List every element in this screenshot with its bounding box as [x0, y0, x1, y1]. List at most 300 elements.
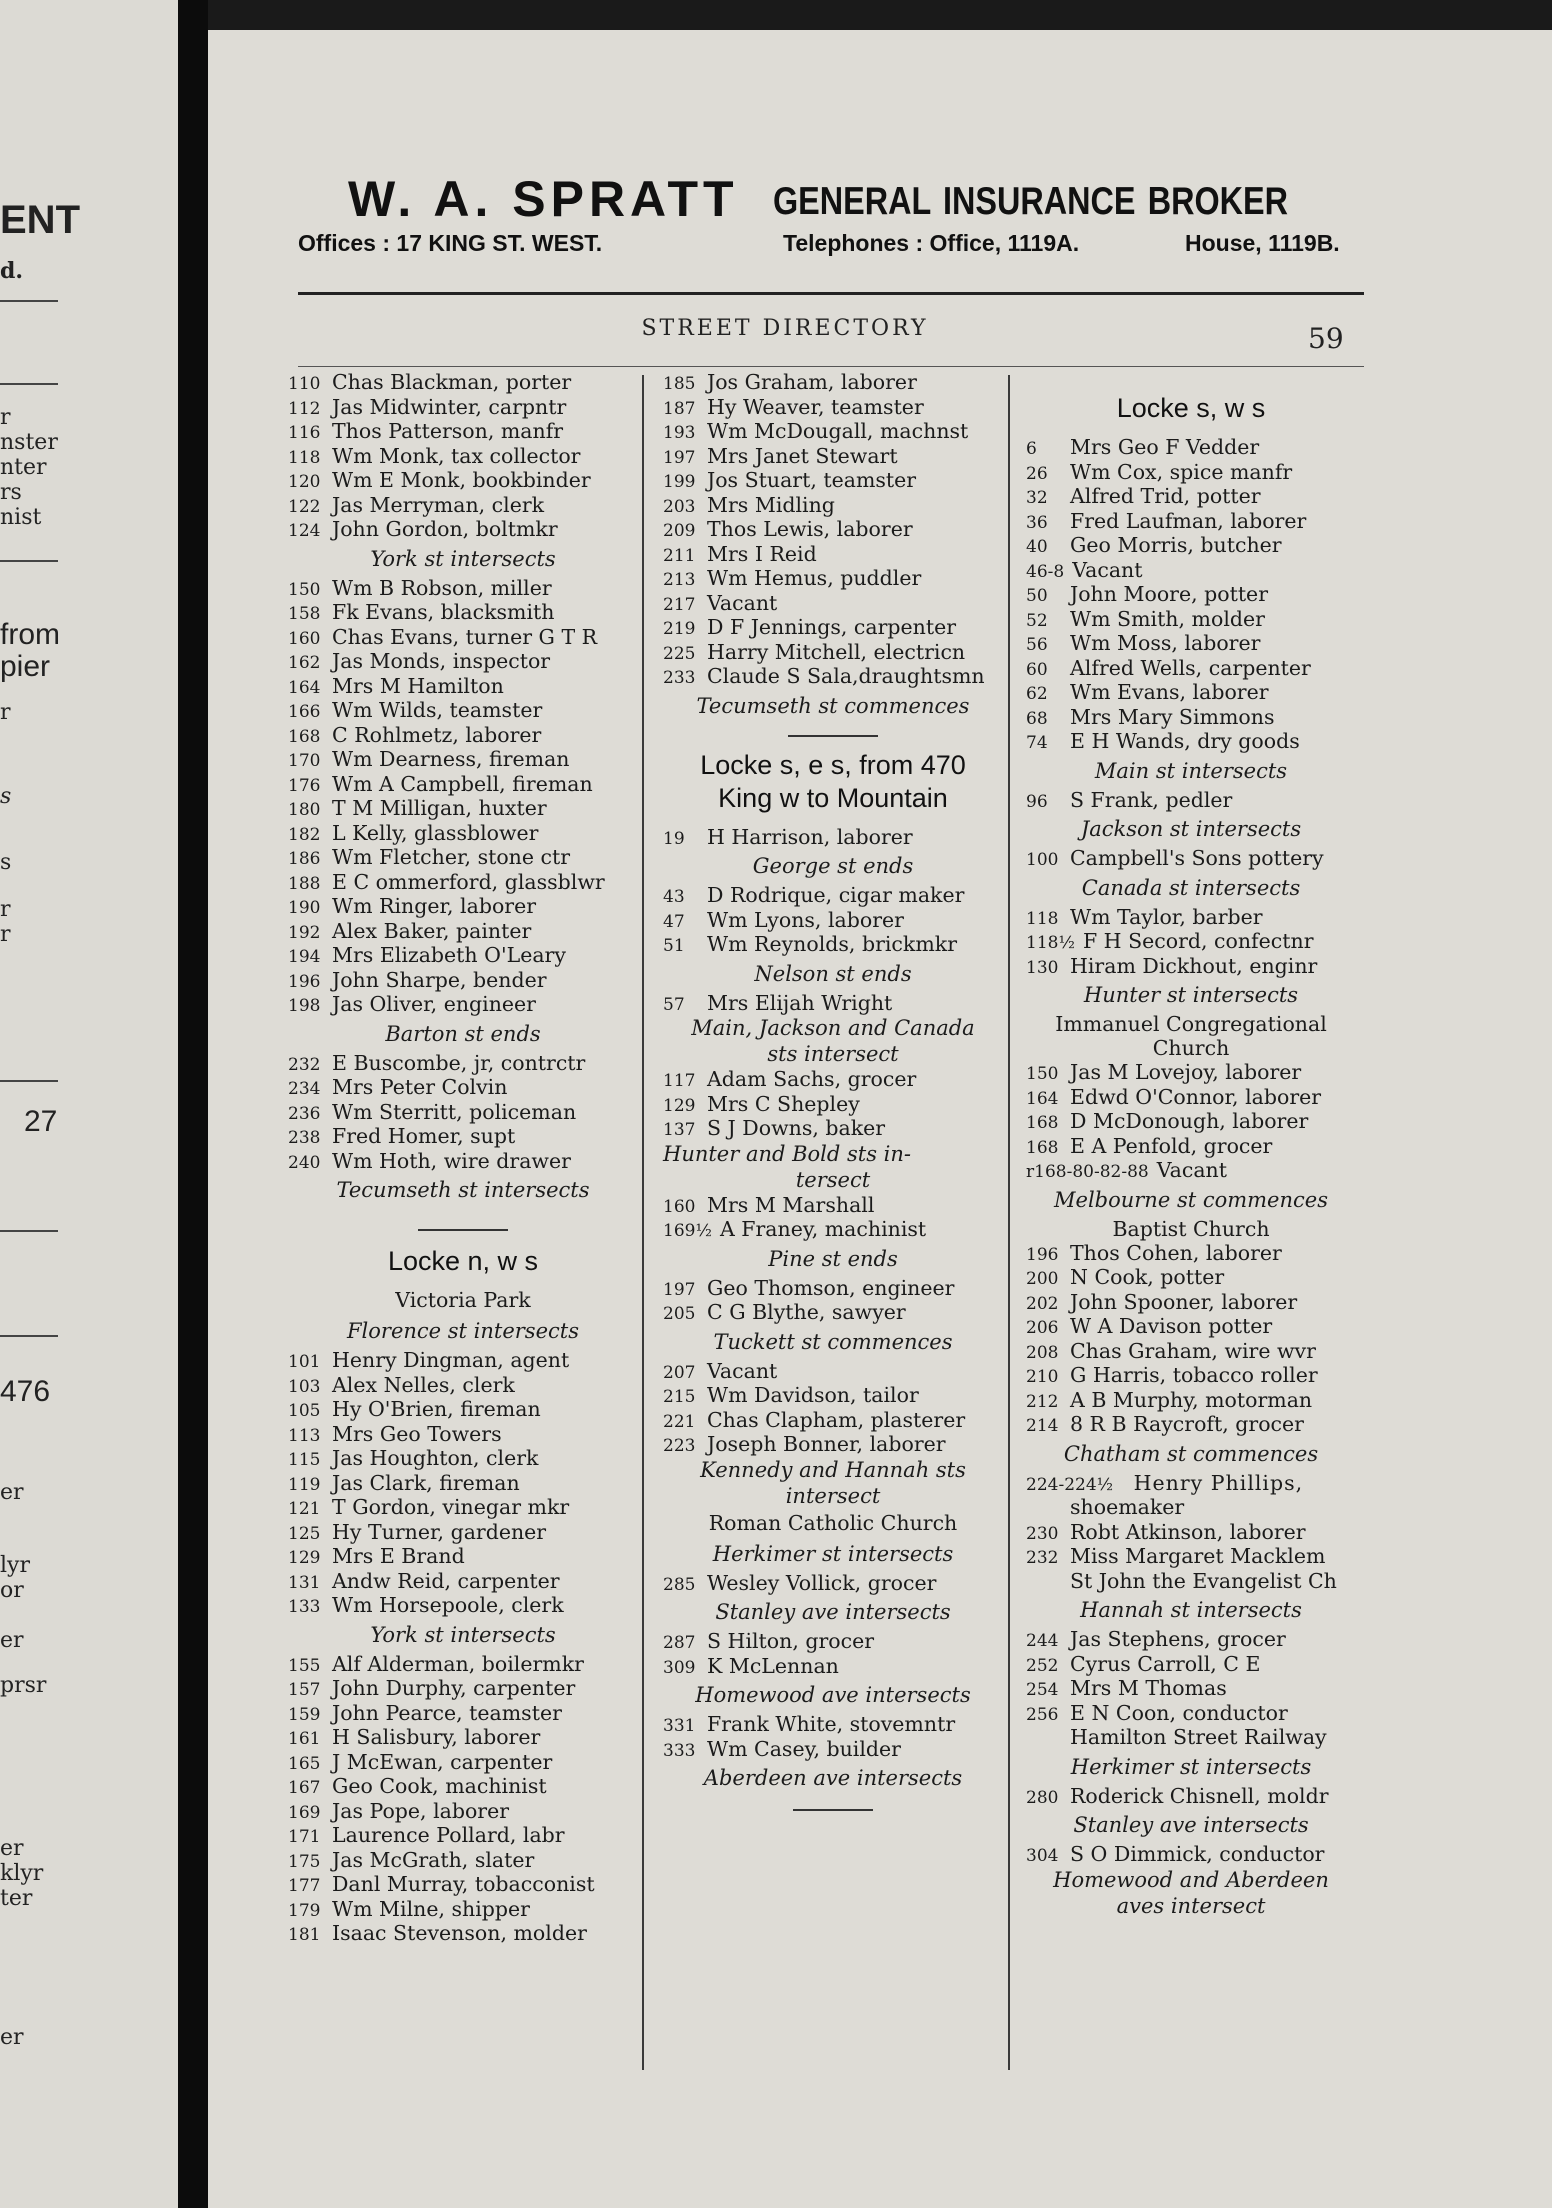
- resident: Wm McDougall, machnst: [707, 419, 969, 443]
- resident: Henry Dingman, agent: [332, 1348, 570, 1372]
- resident: Jos Stuart, teamster: [707, 468, 917, 492]
- street-number: 46-8: [1026, 561, 1065, 582]
- resident: E H Wands, dry goods: [1070, 729, 1300, 753]
- street-number: 118: [288, 447, 321, 468]
- resident: Edwd O'Connor, laborer: [1070, 1084, 1322, 1109]
- street-number: 180: [288, 800, 321, 820]
- directory-entry: [288, 1544, 638, 1569]
- street-number: 206: [1026, 1318, 1059, 1338]
- directory-entry: [288, 1471, 638, 1496]
- adjacent-page-text: pier: [0, 650, 51, 683]
- street-number: 168: [1026, 1113, 1059, 1133]
- entry-list: [663, 825, 1003, 850]
- street-number: 155: [288, 1655, 321, 1676]
- directory-entry: [1026, 1784, 1356, 1809]
- resident: E N Coon, conductor: [1070, 1700, 1288, 1725]
- directory-entry: [1026, 484, 1356, 509]
- directory-entry: [288, 600, 638, 625]
- resident: Wm Milne, shipper: [332, 1896, 530, 1921]
- directory-entry: [663, 640, 1003, 665]
- resident: C G Blythe, sawyer: [707, 1300, 906, 1324]
- directory-entry: [288, 1872, 638, 1897]
- street-number: 164: [1026, 1088, 1059, 1109]
- street-number: 160: [288, 628, 321, 649]
- resident: S J Downs, baker: [707, 1116, 886, 1140]
- cross-street-note: York st intersects: [370, 1622, 556, 1647]
- street-number: 131: [288, 1572, 321, 1593]
- street-number: 103: [288, 1376, 321, 1397]
- directory-entry: [288, 468, 638, 493]
- street-number: 168: [288, 726, 321, 747]
- cross-street-note: Nelson st ends: [754, 961, 912, 986]
- directory-entry: [288, 1701, 638, 1726]
- directory-entry: [288, 1725, 638, 1750]
- resident: Henry Phillips,: [1133, 1470, 1304, 1495]
- directory-entry: [288, 1848, 638, 1873]
- resident: Wm Smith, molder: [1070, 606, 1265, 631]
- resident: Adam Sachs, grocer: [707, 1067, 917, 1091]
- directory-entry: [288, 1100, 638, 1125]
- street-number: 36: [1026, 512, 1048, 533]
- entry-list: [663, 991, 1003, 1016]
- directory-entry: [663, 395, 1003, 420]
- street-number: 169½: [663, 1221, 712, 1241]
- directory-entry: [288, 943, 638, 968]
- adjacent-page-rule: [0, 1230, 58, 1232]
- resident: Wm B Robson, miller: [332, 575, 552, 600]
- cross-street-note: intersect: [785, 1483, 881, 1508]
- street-number: 74: [1026, 733, 1048, 753]
- cross-street-note: Melbourne st commences: [1054, 1187, 1328, 1212]
- resident: Mrs I Reid: [707, 541, 817, 566]
- directory-entry: [288, 747, 638, 772]
- resident: Hy Turner, gardener: [332, 1519, 547, 1544]
- landmark: Roman Catholic Church: [708, 1510, 958, 1535]
- street-number: 26: [1026, 463, 1048, 484]
- directory-entry: [663, 932, 1003, 957]
- resident: Jas Monds, inspector: [332, 649, 551, 673]
- street-number: 211: [663, 545, 696, 566]
- directory-entry: [1026, 631, 1356, 656]
- cross-street-note: Chatham st commences: [1063, 1441, 1319, 1466]
- resident: Mrs Mary Simmons: [1070, 704, 1275, 729]
- resident: 8 R B Raycroft, grocer: [1070, 1412, 1304, 1436]
- directory-entry: [288, 1593, 638, 1618]
- street-number: 129: [663, 1095, 696, 1116]
- resident: Chas Evans, turner G T R: [332, 624, 598, 649]
- directory-entry: [288, 576, 638, 601]
- resident: Hiram Dickhout, enginr: [1070, 953, 1318, 978]
- resident: Laurence Pollard, labr: [332, 1823, 565, 1847]
- directory-entry: [288, 370, 638, 395]
- street-number: 200: [1026, 1269, 1059, 1289]
- adjacent-page-text: nter: [0, 455, 47, 480]
- street-number: 212: [1026, 1391, 1059, 1412]
- entry-list: [288, 576, 638, 1017]
- street-number: 240: [288, 1152, 321, 1173]
- directory-entry: [288, 1373, 638, 1398]
- directory-entry: [1026, 705, 1356, 730]
- street-number: 256: [1026, 1704, 1059, 1725]
- adjacent-page-rule: [0, 383, 58, 385]
- street-number: 116: [288, 423, 321, 443]
- street-number: 188: [288, 873, 321, 894]
- resident: Geo Morris, butcher: [1070, 533, 1282, 557]
- cross-street-note: Barton st ends: [385, 1021, 541, 1046]
- directory-entry: [1026, 788, 1356, 813]
- directory-entry: [288, 870, 638, 895]
- directory-entry: [288, 1774, 638, 1799]
- street-number: 193: [663, 423, 696, 443]
- entry-list: [1026, 1241, 1356, 1437]
- directory-entry: [288, 1520, 638, 1545]
- directory-entry: [1026, 1158, 1356, 1183]
- directory-entry: [1026, 1339, 1356, 1364]
- adjacent-page-text: s: [0, 850, 12, 875]
- street-number: 207: [663, 1362, 696, 1383]
- cross-street-note: Tecumseth st commences: [696, 693, 970, 718]
- cross-street-note: Herkimer st intersects: [1070, 1754, 1312, 1779]
- adjacent-page-rule: [0, 1080, 58, 1082]
- resident: Wm Taylor, barber: [1070, 904, 1263, 929]
- resident: Isaac Stevenson, molder: [332, 1921, 587, 1945]
- resident: Geo Thomson, engineer: [707, 1275, 955, 1300]
- adjacent-page-text: r: [0, 897, 11, 922]
- adjacent-page-text: er: [0, 1480, 24, 1505]
- resident: Wesley Vollick, grocer: [707, 1570, 937, 1595]
- street-number: 56: [1026, 635, 1048, 655]
- street-number: 208: [1026, 1342, 1059, 1363]
- directory-entry: [663, 883, 1003, 908]
- street-number: 280: [1026, 1787, 1059, 1808]
- adjacent-page-text: r: [0, 922, 11, 947]
- street-number: 137: [663, 1120, 696, 1140]
- advertiser-role: GENERAL INSURANCE BROKER: [773, 180, 1289, 223]
- street-number: 223: [663, 1436, 696, 1456]
- directory-entry: [1026, 1265, 1356, 1290]
- street-number: 166: [288, 702, 321, 722]
- resident: Geo Cook, machinist: [332, 1774, 547, 1798]
- column-divider: [642, 375, 644, 2070]
- column-2: [663, 370, 1003, 1811]
- resident: Hy Weaver, teamster: [707, 394, 924, 419]
- resident: Chas Clapham, plasterer: [707, 1407, 966, 1432]
- resident: Mrs Elijah Wright: [707, 990, 893, 1015]
- resident: Wm Wilds, teamster: [332, 698, 543, 722]
- entry-list: [1026, 1520, 1356, 1569]
- directory-entry: [1026, 1085, 1356, 1110]
- entry-list: [1026, 846, 1356, 871]
- directory-entry: [288, 1446, 638, 1471]
- adjacent-page-text: or: [0, 1578, 24, 1603]
- street-number: 244: [1026, 1631, 1059, 1651]
- directory-entry: [663, 1712, 1003, 1737]
- street-number: 118: [1026, 908, 1059, 929]
- entry-list: [663, 883, 1003, 957]
- adjacent-page-text: klyr: [0, 1861, 44, 1886]
- entry-list: [663, 1359, 1003, 1457]
- street-number: 113: [288, 1425, 321, 1446]
- resident: Danl Murray, tobacconist: [332, 1872, 595, 1896]
- street-number: 115: [288, 1450, 321, 1470]
- resident: Alfred Wells, carpenter: [1070, 655, 1311, 680]
- resident: Wm Hemus, puddler: [707, 566, 922, 590]
- directory-entry: [288, 649, 638, 674]
- resident: Mrs Peter Colvin: [332, 1075, 508, 1099]
- adjacent-page-text: er: [0, 2025, 24, 2050]
- resident: Jas Houghton, clerk: [332, 1446, 539, 1470]
- resident: G Harris, tobacco roller: [1070, 1363, 1318, 1387]
- cross-street-note: Hunter and Bold sts in-: [663, 1141, 912, 1166]
- street-number: 119: [288, 1474, 321, 1495]
- street-number: 105: [288, 1401, 321, 1421]
- street-number: 118½: [1026, 933, 1075, 953]
- street-number: 43: [663, 887, 685, 907]
- resident: Wm Horsepoole, clerk: [332, 1593, 564, 1617]
- street-number: 51: [663, 936, 685, 956]
- resident: Alf Alderman, boilermkr: [332, 1651, 584, 1676]
- page-number: 59: [1308, 322, 1344, 355]
- street-number: 150: [1026, 1064, 1059, 1084]
- resident: Wm Davidson, tailor: [707, 1383, 919, 1407]
- street-number: 287: [663, 1633, 696, 1653]
- street-number: 210: [1026, 1367, 1059, 1387]
- street-number: 19: [663, 828, 685, 849]
- advertiser-offices: Offices : 17 KING ST. WEST.: [298, 230, 603, 256]
- directory-entry: [1026, 1471, 1356, 1496]
- cross-street-note: York st intersects: [370, 546, 556, 571]
- resident: A B Murphy, motorman: [1070, 1387, 1313, 1412]
- resident: Fk Evans, blacksmith: [332, 600, 555, 624]
- section-heading: Locke s, e s, from 470: [700, 749, 966, 780]
- resident: Jas Midwinter, carpntr: [332, 394, 567, 419]
- resident: Mrs Geo F Vedder: [1070, 435, 1260, 459]
- directory-entry: [663, 908, 1003, 933]
- directory-entry: [1026, 1241, 1356, 1266]
- directory-entry: [288, 395, 638, 420]
- resident: Cyrus Carroll, C E: [1070, 1651, 1261, 1676]
- resident: Mrs Midling: [707, 492, 835, 517]
- directory-entry: [663, 493, 1003, 518]
- street-number: 158: [288, 604, 321, 624]
- directory-entry: [288, 1823, 638, 1848]
- cross-street-note: Stanley ave intersects: [1073, 1813, 1309, 1837]
- directory-entry: [1026, 533, 1356, 558]
- resident: Jas Stephens, grocer: [1070, 1627, 1286, 1651]
- directory-entry: [1026, 656, 1356, 681]
- entry-list: [663, 1276, 1003, 1325]
- resident: E A Penfold, grocer: [1070, 1133, 1273, 1158]
- directory-entry: [288, 1897, 638, 1922]
- directory-entry: [288, 1569, 638, 1594]
- street-number: 221: [663, 1411, 696, 1432]
- directory-entry: [663, 1217, 1003, 1242]
- street-number: 171: [288, 1827, 321, 1847]
- resident: Mrs M Marshall: [707, 1192, 875, 1217]
- entry-list: [1026, 1060, 1356, 1183]
- resident: Wm Reynolds, brickmkr: [707, 932, 957, 956]
- resident: K McLennan: [707, 1653, 839, 1678]
- street-number: 101: [288, 1352, 321, 1372]
- directory-entry: [663, 370, 1003, 395]
- street-number: 213: [663, 570, 696, 590]
- street-number: 68: [1026, 708, 1048, 729]
- resident: Wm Dearness, fireman: [332, 747, 570, 771]
- street-number: 177: [288, 1876, 321, 1896]
- directory-entry: [288, 723, 638, 748]
- directory-entry: [288, 1750, 638, 1775]
- directory-entry: [663, 1300, 1003, 1325]
- resident: L Kelly, glassblower: [332, 820, 539, 845]
- directory-entry: [1026, 1544, 1356, 1569]
- directory-entry: [1026, 1109, 1356, 1134]
- street-number: 224-224½: [1026, 1474, 1114, 1495]
- directory-entry: [288, 1149, 638, 1174]
- street-number: 219: [663, 619, 696, 639]
- directory-entry: [288, 968, 638, 993]
- street-number: 170: [288, 751, 321, 771]
- resident: A Franey, machinist: [719, 1217, 927, 1241]
- adjacent-page-rule: [0, 300, 58, 302]
- street-number: 225: [663, 643, 696, 664]
- directory-entry: [663, 566, 1003, 591]
- resident: Mrs Elizabeth O'Leary: [332, 943, 566, 967]
- resident: Andw Reid, carpenter: [332, 1568, 560, 1593]
- resident: Vacant: [707, 590, 778, 615]
- resident: D Rodrique, cigar maker: [707, 883, 965, 907]
- resident: Jas Oliver, engineer: [332, 992, 536, 1016]
- directory-entry: [1026, 1412, 1356, 1437]
- adjacent-page-edge: [0, 0, 178, 2208]
- street-number: 133: [288, 1597, 321, 1617]
- directory-entry: [663, 591, 1003, 616]
- entry-list: [1026, 1627, 1356, 1725]
- street-number: 167: [288, 1778, 321, 1798]
- directory-entry: [288, 1495, 638, 1520]
- adjacent-page-text: prsr: [0, 1673, 47, 1698]
- resident: John Durphy, carpenter: [332, 1676, 576, 1700]
- directory-entry: [663, 664, 1003, 689]
- street-number: 40: [1026, 537, 1048, 557]
- street-number: 304: [1026, 1846, 1059, 1866]
- resident: T Gordon, vinegar mkr: [332, 1495, 570, 1519]
- resident: J McEwan, carpenter: [332, 1749, 553, 1774]
- street-number: 198: [288, 996, 321, 1016]
- directory-entry: [663, 1276, 1003, 1301]
- street-number: 96: [1026, 791, 1048, 812]
- cross-street-note: sts intersect: [767, 1042, 899, 1066]
- entry-list: [288, 1051, 638, 1174]
- directory-entry: [1026, 1676, 1356, 1701]
- resident: Roderick Chisnell, moldr: [1070, 1783, 1329, 1808]
- directory-entry: [663, 1408, 1003, 1433]
- directory-entry: [1026, 729, 1356, 754]
- resident: Thos Lewis, laborer: [707, 517, 913, 541]
- street-number: 209: [663, 521, 696, 541]
- street-number: 236: [288, 1103, 321, 1124]
- directory-entry: [663, 468, 1003, 493]
- directory-entry: [288, 698, 638, 723]
- street-number: 162: [288, 653, 321, 673]
- street-number: 32: [1026, 488, 1048, 508]
- street-number: 203: [663, 496, 696, 517]
- section-heading-continued: King w to Mountain: [718, 782, 948, 813]
- resident: Mrs M Hamilton: [332, 673, 504, 698]
- entry-list: [663, 1571, 1003, 1596]
- adjacent-page-text: d.: [0, 258, 24, 284]
- adjacent-page-text: r: [0, 405, 11, 430]
- advertiser-telephones: Telephones : Office, 1119A.: [783, 230, 1080, 256]
- street-number: 194: [288, 947, 321, 967]
- resident: Wm Cox, spice manfr: [1070, 459, 1293, 484]
- resident: E Buscombe, jr, contrctr: [332, 1050, 586, 1075]
- street-number: 117: [663, 1071, 696, 1091]
- cross-street-note: Hunter st intersects: [1083, 983, 1299, 1007]
- street-number: 196: [288, 971, 321, 992]
- cross-street-note: Florence st intersects: [346, 1319, 579, 1343]
- resident: Wm E Monk, bookbinder: [332, 468, 591, 492]
- resident: Alfred Trid, potter: [1070, 484, 1261, 508]
- directory-entry: [663, 825, 1003, 850]
- street-number: 176: [288, 775, 321, 796]
- street-number: 285: [663, 1574, 696, 1595]
- street-number: 187: [663, 398, 696, 419]
- directory-entry: [1026, 460, 1356, 485]
- street-number: 186: [288, 849, 321, 869]
- directory-entry: [1026, 558, 1356, 583]
- section-heading: Locke n, w s: [387, 1246, 539, 1276]
- street-number: 252: [1026, 1655, 1059, 1676]
- street-number: 232: [1026, 1548, 1059, 1568]
- street-number: 233: [663, 668, 696, 688]
- resident: Fred Laufman, laborer: [1070, 508, 1307, 533]
- directory-entry: [288, 1652, 638, 1677]
- adjacent-page-text: from: [0, 618, 60, 651]
- resident: Mrs Geo Towers: [332, 1421, 502, 1446]
- resident: N Cook, potter: [1070, 1265, 1225, 1289]
- directory-entry: [288, 796, 638, 821]
- book-gutter: [178, 0, 208, 2208]
- resident: Vacant: [707, 1358, 778, 1383]
- resident: Wm Casey, builder: [707, 1736, 901, 1761]
- directory-entry: [1026, 905, 1356, 930]
- street-number: 159: [288, 1704, 321, 1725]
- landmark-continued: Church: [1152, 1036, 1230, 1060]
- resident: Wm Moss, laborer: [1070, 631, 1261, 655]
- resident: Jas M Lovejoy, laborer: [1070, 1060, 1302, 1084]
- directory-entry: [1026, 1134, 1356, 1159]
- adjacent-page-rule: [0, 1335, 58, 1337]
- resident: Jas Clark, fireman: [332, 1470, 520, 1495]
- directory-entry: [1026, 435, 1356, 460]
- street-number: 175: [288, 1851, 321, 1872]
- street-number: 52: [1026, 610, 1048, 631]
- cross-street-note: Homewood ave intersects: [695, 1683, 971, 1707]
- cross-street-note: Jackson st intersects: [1080, 817, 1302, 841]
- street-number: 60: [1026, 659, 1048, 680]
- resident: Vacant: [1156, 1158, 1227, 1182]
- cross-street-note: Tecumseth st intersects: [336, 1178, 590, 1202]
- directory-entry: [663, 517, 1003, 542]
- street-number: 192: [288, 922, 321, 943]
- column-1: [288, 370, 638, 1946]
- cross-street-note: aves intersect: [1116, 1893, 1266, 1918]
- street-number: 179: [288, 1900, 321, 1921]
- street-number: 202: [1026, 1293, 1059, 1314]
- resident: H Salisbury, laborer: [332, 1725, 541, 1749]
- resident: Alex Baker, painter: [332, 918, 532, 943]
- resident: Joseph Bonner, laborer: [707, 1432, 946, 1456]
